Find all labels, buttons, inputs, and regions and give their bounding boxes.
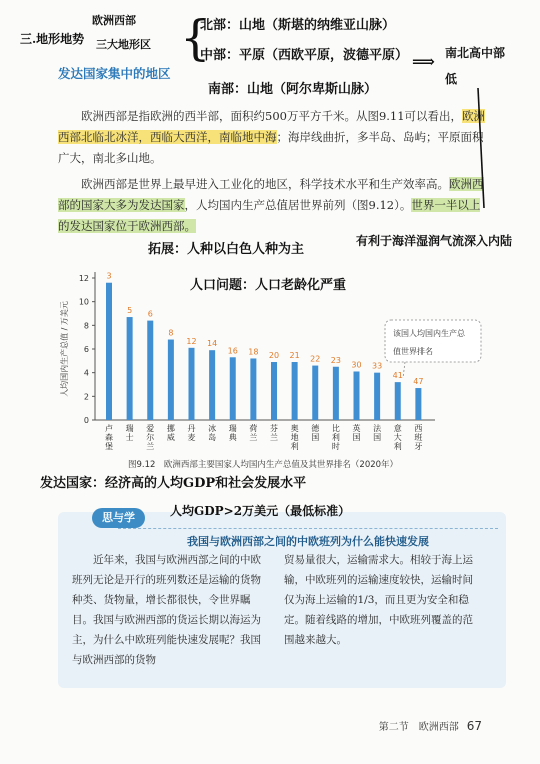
hw-arrow-note: 南北高中部低 <box>445 46 506 86</box>
y-tick-label: 4 <box>83 368 89 378</box>
category-label-11: 利 <box>331 433 340 442</box>
gdp-bar-chart <box>55 260 495 470</box>
y-tick-label: 2 <box>83 392 89 402</box>
rank-label-2: 6 <box>147 309 153 319</box>
y-tick-label: 0 <box>83 416 89 425</box>
p1-text-a: 欧洲西部是指欧洲的西半部，面积约500万平方千米。从图9.11可以看出， <box>81 109 463 123</box>
footer-section: 第二节 欧洲西部 <box>378 722 459 733</box>
category-label-2: 兰 <box>146 442 155 451</box>
think-left-text: 近年来，我国与欧洲西部之间的中欧班列无论是开行的班列数还是运输的货物种类、货物量，增长都很快，令世界瞩目。我国与欧洲西部的货运长期以海运为主，为什么中欧班列能快速发展呢？我国与欧洲西部的货物 <box>72 554 261 666</box>
category-label-9: 地 <box>290 433 299 442</box>
callout-text-1: 该国人均国内生产总 <box>393 329 465 338</box>
category-label-2: 尔 <box>146 433 155 442</box>
category-label-7: 兰 <box>249 433 258 442</box>
y-tick-label: 12 <box>78 274 89 283</box>
think-right-column <box>284 550 480 650</box>
section-title: 发达国家集中的地区 <box>58 66 171 81</box>
category-label-14: 利 <box>393 442 402 451</box>
bar-10 <box>312 366 318 420</box>
hw-climate-note: 有利于海洋湿润气流深入内陆 <box>356 234 513 248</box>
category-label-4: 丹 <box>187 424 196 433</box>
p1-highlight: 欧洲西部北临北冰洋，西临大西洋，南临地中海 <box>58 109 486 144</box>
paragraph-2 <box>58 174 490 237</box>
bar-9 <box>292 362 298 420</box>
think-right-text: 贸易量很大，运输需求大。相较于海上运输，中欧班列的运输速度较快，运输时间仅为海上运输的1/3，而且更为安全和稳定。随着线路的增加，中欧班列覆盖的范围越来越大。 <box>284 554 473 646</box>
category-label-9: 奥 <box>290 424 299 433</box>
rank-label-13: 33 <box>372 361 383 371</box>
rank-label-0: 3 <box>106 271 112 281</box>
bar-13 <box>374 373 380 420</box>
category-label-8: 芬 <box>270 424 278 433</box>
y-axis-label: 人均国内生产总值 / 万美元 <box>60 301 69 397</box>
bar-14 <box>395 382 401 420</box>
rank-label-7: 18 <box>248 347 259 357</box>
rank-label-8: 20 <box>268 351 280 361</box>
bar-12 <box>354 371 360 420</box>
hw-south: 南部：山地（阿尔卑斯山脉） <box>208 82 378 97</box>
category-label-15: 西 <box>414 424 423 433</box>
category-label-0: 森 <box>105 433 113 442</box>
hw-three-terrain: 三大地形区 <box>96 38 151 51</box>
category-label-1: 瑞 <box>125 424 134 433</box>
category-label-0: 堡 <box>105 442 113 451</box>
category-label-12: 国 <box>352 433 361 442</box>
category-label-11: 比 <box>331 424 340 433</box>
hw-extend: 拓展：人种以白色人种为主 <box>148 242 305 257</box>
rank-label-4: 12 <box>186 336 197 346</box>
bar-0 <box>106 283 112 420</box>
hw-terrain-title: 三.地形地势 <box>20 32 85 46</box>
bar-8 <box>271 362 277 420</box>
category-label-8: 兰 <box>270 433 278 442</box>
hw-brace: { <box>180 10 211 66</box>
bar-11 <box>333 367 339 420</box>
category-label-7: 荷 <box>249 424 258 433</box>
category-label-1: 士 <box>125 433 134 442</box>
rank-label-14: 41 <box>392 371 403 381</box>
rank-label-15: 47 <box>413 377 424 387</box>
hw-population: 人口问题：人口老龄化严重 <box>190 278 347 293</box>
category-label-3: 威 <box>166 433 175 442</box>
category-label-0: 卢 <box>105 424 113 433</box>
category-label-3: 挪 <box>166 424 175 433</box>
rank-label-10: 22 <box>310 354 321 364</box>
page-footer <box>379 718 482 733</box>
category-label-15: 班 <box>414 433 423 442</box>
category-label-6: 典 <box>228 433 237 442</box>
bar-5 <box>209 350 215 420</box>
page-number: 67 <box>466 719 482 733</box>
bar-1 <box>127 317 133 420</box>
rank-label-3: 8 <box>168 328 174 338</box>
hw-gdp-note: 人均GDP>2万美元（最低标准） <box>170 504 351 518</box>
bar-7 <box>250 358 256 420</box>
bar-2 <box>147 321 153 420</box>
y-tick-label: 6 <box>83 345 89 354</box>
think-left-column <box>72 550 268 670</box>
p2-highlight: 欧洲西部的国家大多为发达国家 <box>58 177 484 212</box>
bar-3 <box>168 340 174 420</box>
bar-15 <box>415 388 421 420</box>
hw-north: 北部：山地（斯堪的纳维亚山脉） <box>200 18 396 33</box>
hw-europe-west: 欧洲西部 <box>92 14 136 27</box>
callout-pointer <box>403 362 405 378</box>
category-label-5: 岛 <box>208 433 217 442</box>
p2-text-a: 欧洲西部是世界上最早进入工业化的地区，科学技术水平和生产效率高。 <box>81 177 449 191</box>
chart-caption: 图9.12 欧洲西部主要国家人均国内生产总值及其世界排名（2020年） <box>128 460 399 470</box>
bar-4 <box>189 348 195 420</box>
category-label-10: 德 <box>311 424 320 433</box>
category-label-15: 牙 <box>414 442 423 451</box>
category-label-14: 意 <box>393 424 402 433</box>
category-label-12: 英 <box>352 424 361 433</box>
hw-arrow: ⟹ <box>412 52 435 71</box>
paragraph-1 <box>58 106 490 169</box>
category-label-5: 冰 <box>208 424 217 433</box>
p2-highlight-2: 世界一半以上的发达国家位于欧洲西部。 <box>58 198 481 233</box>
bar-6 <box>230 357 236 420</box>
category-label-2: 爱 <box>146 424 155 433</box>
think-learn-badge: 思与学 <box>92 508 145 528</box>
rank-label-11: 23 <box>330 355 341 365</box>
category-label-9: 利 <box>290 442 299 451</box>
hw-arrow-line <box>470 88 500 218</box>
category-label-6: 瑞 <box>228 424 237 433</box>
category-label-13: 国 <box>373 433 382 442</box>
category-label-13: 法 <box>373 424 382 433</box>
hw-middle: 中部：平原（西欧平原，波德平原） <box>200 48 409 63</box>
rank-label-1: 5 <box>127 306 133 316</box>
category-label-4: 麦 <box>187 433 196 442</box>
callout-text-2: 值世界排名 <box>393 347 433 356</box>
rank-label-5: 14 <box>207 339 218 349</box>
think-learn-title: 我国与欧洲西部之间的中欧班列为什么能快速发展 <box>118 528 498 549</box>
category-label-10: 国 <box>311 433 320 442</box>
rank-label-12: 30 <box>351 360 362 370</box>
category-label-14: 大 <box>393 433 402 442</box>
p2-text-b: ，人均国内生产总值居世界前列（图9.12）。 <box>184 198 412 212</box>
p1-text-b: ；海岸线曲折，多半岛、岛屿；平原面积广大，南北多山地。 <box>58 130 484 165</box>
y-tick-label: 8 <box>83 321 89 331</box>
y-tick-label: 10 <box>78 297 89 307</box>
rank-label-9: 21 <box>289 351 300 361</box>
rank-label-6: 16 <box>227 346 238 356</box>
category-label-11: 时 <box>331 442 340 451</box>
hw-developed: 发达国家：经济高的人均GDP和社会发展水平 <box>40 476 307 491</box>
